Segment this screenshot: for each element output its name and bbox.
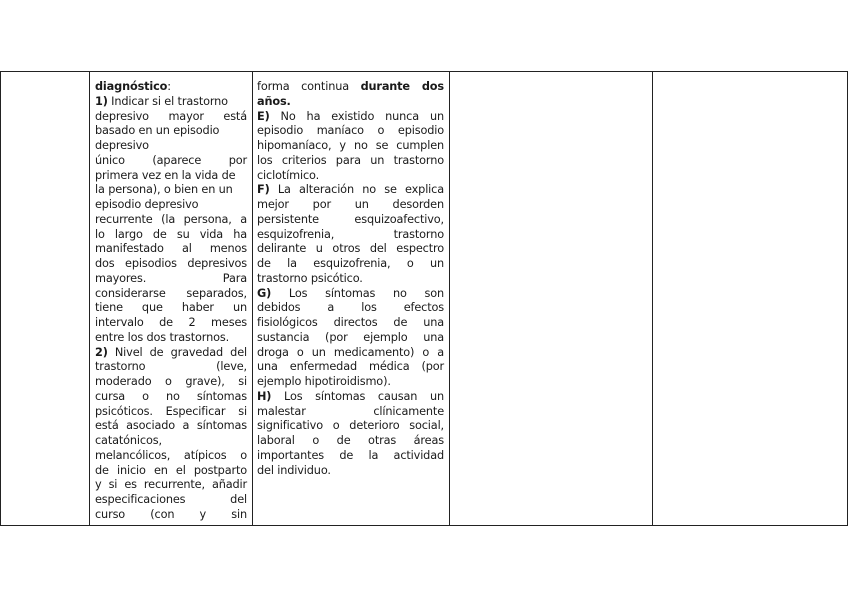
table-top-border xyxy=(0,71,848,72)
line-text: melancólicos, atípicos o xyxy=(95,448,247,462)
text-line xyxy=(257,242,444,257)
line-text: Los síntomas causan un xyxy=(271,389,444,403)
line-text: tiene que haber un xyxy=(95,301,247,315)
text-line xyxy=(257,272,444,287)
table-bottom-border xyxy=(0,525,848,526)
line-text: significativo o deterioro social, xyxy=(257,419,444,433)
line-text: Nivel de gravedad del xyxy=(107,345,247,359)
text-line xyxy=(95,95,247,110)
column-border-4 xyxy=(652,71,653,526)
text-line xyxy=(95,508,247,523)
text-line xyxy=(257,228,444,243)
text-line xyxy=(95,316,247,331)
line-text: ejemplo hipotiroidismo). xyxy=(257,375,391,388)
line-text: está asociado a síntomas xyxy=(95,419,247,433)
text-line xyxy=(95,198,247,213)
bold-marker: E) xyxy=(257,109,270,123)
table-cell-col2 xyxy=(95,80,247,523)
line-text: recurrente (la persona, a xyxy=(95,212,247,226)
text-line xyxy=(95,360,247,375)
line-text: considerarse separados, xyxy=(95,286,247,300)
text-line xyxy=(95,169,247,184)
line-text: manifestado al menos xyxy=(95,242,247,256)
text-line xyxy=(95,110,247,125)
line-text: psicóticos. Especificar si xyxy=(95,404,247,418)
line-text: entre los dos trastornos. xyxy=(95,330,230,344)
text-line xyxy=(95,124,247,139)
text-line xyxy=(257,331,444,346)
line-text: La alteración no se explica xyxy=(269,183,444,197)
text-line xyxy=(95,257,247,272)
line-text: de inicio en el postparto xyxy=(95,463,247,477)
column-border-2 xyxy=(252,71,253,526)
text-line xyxy=(257,287,444,302)
text-line xyxy=(257,301,444,316)
line-text: mejor por un desorden xyxy=(257,198,444,211)
text-line xyxy=(257,124,444,139)
text-line xyxy=(95,183,247,198)
text-line xyxy=(95,242,247,257)
text-line xyxy=(257,95,444,110)
line-text: forma continua xyxy=(257,80,361,93)
line-text: basado en un episodio xyxy=(95,124,220,138)
line-text: laboral o de otras áreas xyxy=(257,434,444,447)
line-text: Indicar si el trastorno xyxy=(107,94,228,108)
line-text: ciclotímico. xyxy=(257,168,320,182)
line-text: importantes de la actividad xyxy=(257,448,444,462)
bold-marker: 2) xyxy=(95,345,108,359)
line-text: catatónicos, xyxy=(95,434,162,447)
bold-text: durante dos xyxy=(360,80,444,93)
line-text: sustancia (por ejemplo una xyxy=(257,330,444,344)
text-line xyxy=(257,375,444,390)
text-line xyxy=(95,493,247,508)
line-text: malestar clínicamente xyxy=(257,404,444,418)
line-text: droga o un medicamento) o a xyxy=(257,345,444,359)
text-line xyxy=(95,331,247,346)
text-line xyxy=(257,198,444,213)
line-text: único (aparece por xyxy=(95,153,247,167)
line-text: hipomaníaco, y no se cumplen xyxy=(257,139,444,152)
bold-marker: años. xyxy=(257,94,291,108)
line-text: trastorno (leve, xyxy=(95,360,247,374)
text-line xyxy=(95,346,247,361)
cell-heading xyxy=(95,80,247,95)
text-line xyxy=(95,154,247,169)
bold-marker: 1) xyxy=(95,94,108,108)
line-text: episodio maníaco o episodio xyxy=(257,124,444,138)
line-text: episodio depresivo xyxy=(95,198,199,211)
text-line xyxy=(257,449,444,464)
text-line xyxy=(95,434,247,449)
table-cell-col3 xyxy=(257,80,444,478)
text-line xyxy=(257,434,444,449)
text-line xyxy=(257,419,444,434)
column-border-1 xyxy=(89,71,90,526)
text-line xyxy=(95,375,247,390)
text-line xyxy=(257,346,444,361)
line-text: depresivo xyxy=(95,139,149,152)
line-text: persistente esquizoafectivo, xyxy=(257,212,444,226)
line-text: moderado o grave), si xyxy=(95,375,247,388)
line-text: esquizofrenia, trastorno xyxy=(257,227,444,241)
line-text: lo largo de su vida ha xyxy=(95,227,247,241)
line-text: Los síntomas no son xyxy=(271,286,444,300)
text-line xyxy=(257,183,444,198)
line-text: de la esquizofrenia, o un xyxy=(257,257,444,270)
text-line xyxy=(257,390,444,405)
text-line xyxy=(95,272,247,287)
line-text: cursa o no síntomas xyxy=(95,389,247,403)
line-text: los criterios para un trastorno xyxy=(257,153,444,167)
line-text: intervalo de 2 meses xyxy=(95,316,247,329)
line-text: especificaciones del xyxy=(95,493,247,506)
column-border-0 xyxy=(0,71,1,526)
line-text: No ha existido nunca un xyxy=(269,109,444,123)
text-line xyxy=(257,169,444,184)
text-line xyxy=(257,464,444,479)
line-text: depresivo mayor está xyxy=(95,109,247,123)
line-text: trastorno psicótico. xyxy=(257,271,363,285)
line-text: y si es recurrente, añadir xyxy=(95,478,247,492)
text-line xyxy=(257,110,444,125)
text-line xyxy=(257,360,444,375)
text-line xyxy=(95,213,247,228)
text-line xyxy=(95,478,247,493)
line-text: del individuo. xyxy=(257,463,331,477)
line-text: mayores. Para xyxy=(95,271,247,285)
text-line xyxy=(95,139,247,154)
line-text: la persona), o bien en un xyxy=(95,183,233,197)
bold-marker: H) xyxy=(257,389,272,403)
text-line xyxy=(257,316,444,331)
text-line xyxy=(95,301,247,316)
bold-marker: G) xyxy=(257,286,272,300)
heading-text: diagnóstico xyxy=(95,80,168,93)
line-text: primera vez en la vida de xyxy=(95,168,236,182)
text-line xyxy=(95,419,247,434)
text-line xyxy=(95,228,247,243)
text-line xyxy=(257,213,444,228)
text-line xyxy=(257,80,444,95)
line-text: dos episodios depresivos xyxy=(95,257,247,270)
text-line xyxy=(95,390,247,405)
text-line xyxy=(95,287,247,302)
line-text: una enfermedad médica (por xyxy=(257,360,444,374)
line-text: delirante u otros del espectro xyxy=(257,242,444,256)
line-text: curso (con y sin xyxy=(95,507,247,521)
line-text: fisiológicos directos de una xyxy=(257,316,444,329)
text-line xyxy=(95,464,247,479)
text-line xyxy=(257,154,444,169)
bold-marker: F) xyxy=(257,183,270,197)
line-text: debidos a los efectos xyxy=(257,301,444,315)
text-line xyxy=(95,449,247,464)
column-border-3 xyxy=(449,71,450,526)
heading-colon: : xyxy=(167,80,171,93)
text-line xyxy=(257,139,444,154)
text-line xyxy=(95,405,247,420)
text-line xyxy=(257,405,444,420)
text-line xyxy=(257,257,444,272)
